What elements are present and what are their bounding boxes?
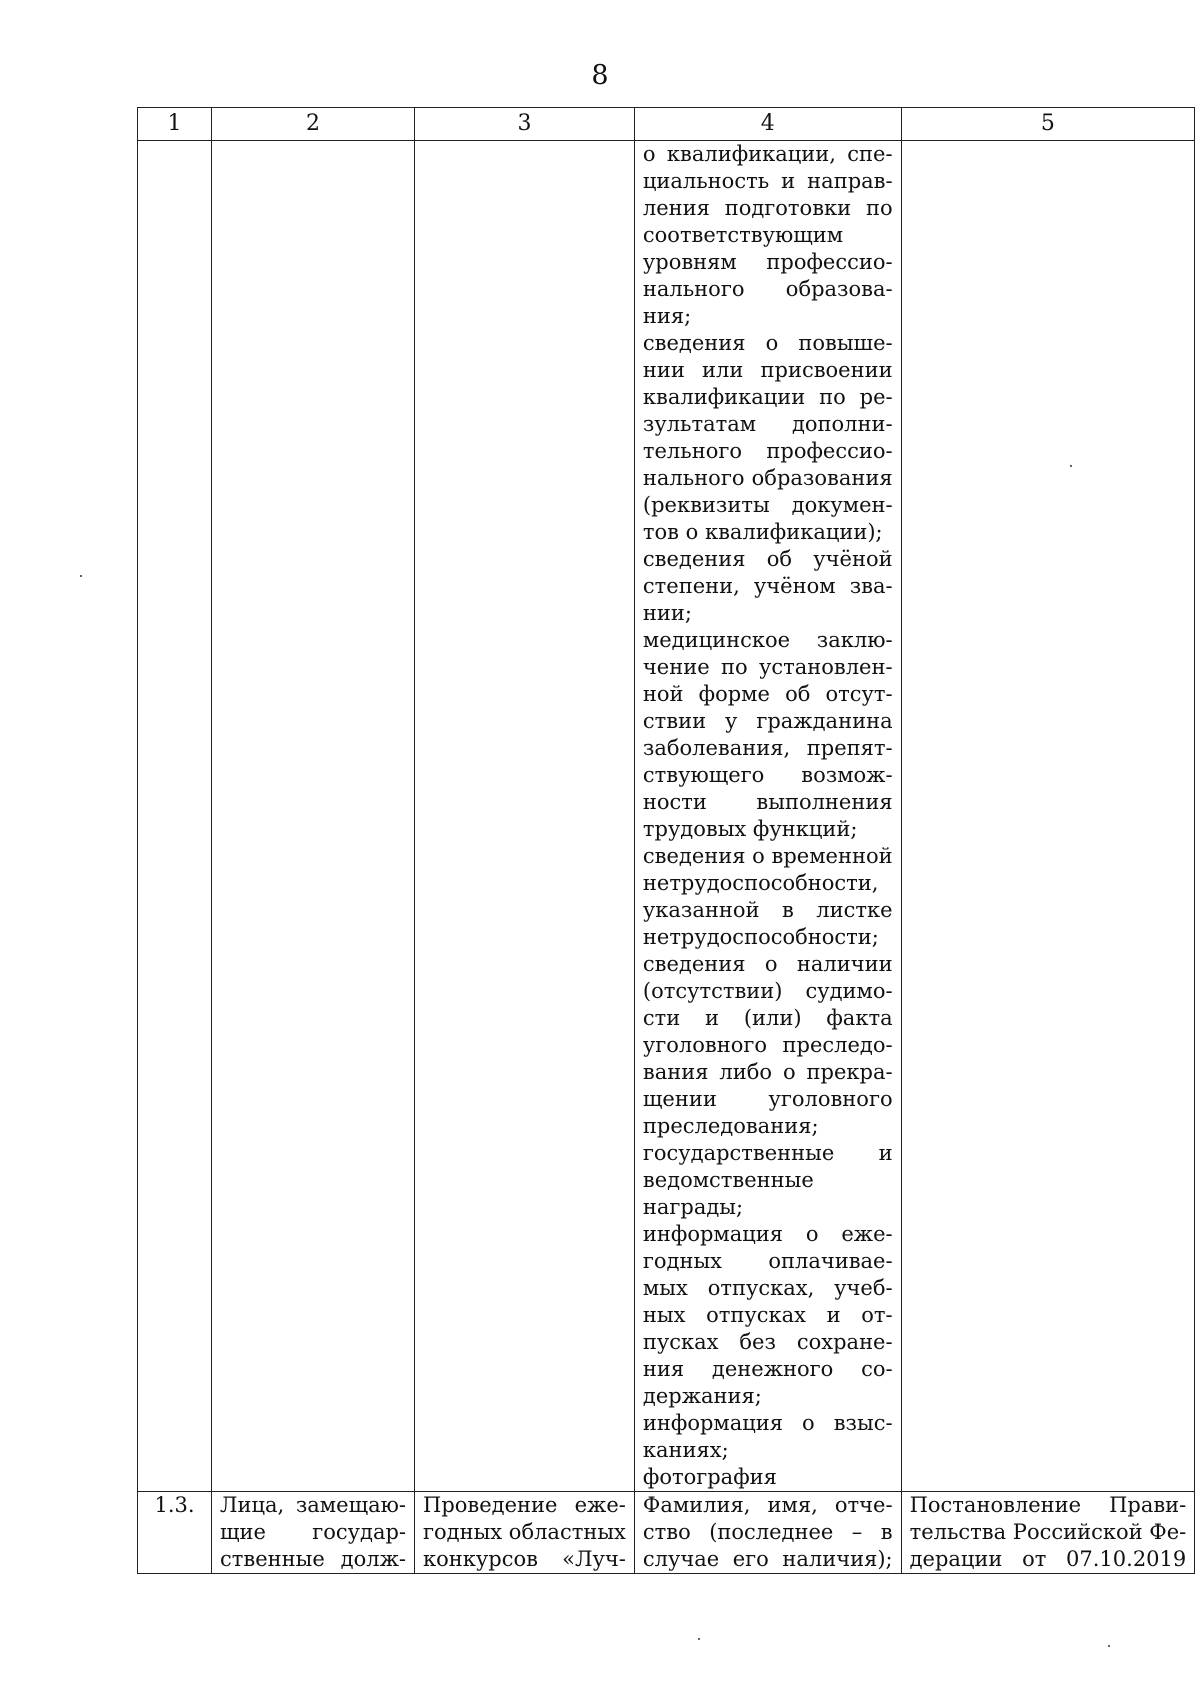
col4-text-line: каниях; xyxy=(642,1438,729,1462)
col4-text-line: нального образова- xyxy=(642,277,893,301)
data-line: случае его наличия); xyxy=(642,1547,893,1571)
col4-text-line: сти и (или) факта xyxy=(642,1006,893,1030)
subjects-text xyxy=(220,1492,406,1573)
row-1-3-cell-5 xyxy=(901,1492,1195,1574)
data-line: ство (последнее – в xyxy=(642,1520,893,1544)
col4-text-line: фотография xyxy=(642,1465,777,1489)
header-cell-1: 1 xyxy=(138,108,212,141)
cont-cell-1 xyxy=(138,141,212,1492)
legal-basis-line: Постановление Прави- xyxy=(909,1493,1187,1517)
data-text xyxy=(643,1492,893,1573)
col4-text-line: вания либо о прекра- xyxy=(642,1060,893,1084)
cont-cell-2 xyxy=(212,141,415,1492)
cont-cell-5 xyxy=(901,141,1195,1492)
col4-text-line: о квалификации, спе- xyxy=(642,142,893,166)
col4-text-line: медицинское заклю- xyxy=(642,628,893,652)
purpose-line: годных областных xyxy=(423,1520,626,1544)
col4-text-line: (отсутствии) судимо- xyxy=(642,979,893,1003)
scan-dot xyxy=(80,575,82,577)
col4-text-line: зультатам дополни- xyxy=(642,412,893,436)
col4-text-line: заболевания, препят- xyxy=(642,736,893,760)
col4-text-line: нии или присвоении xyxy=(642,358,893,382)
col4-text-line: степени, учёном зва- xyxy=(642,574,893,598)
col4-text-line: информация о еже- xyxy=(642,1222,893,1246)
col4-text-line: ния; xyxy=(642,304,692,328)
col4-text-line: уровням профессио- xyxy=(642,250,893,274)
header-cell-5: 5 xyxy=(901,108,1195,141)
col4-text-line: сведения об учёной xyxy=(642,547,893,571)
scan-dot xyxy=(1108,1645,1110,1647)
purpose-line: Проведение еже- xyxy=(423,1493,626,1517)
col4-text-line: нетрудоспособности; xyxy=(642,925,879,949)
col4-text-line: ности выполнения xyxy=(642,790,893,814)
document-table xyxy=(137,107,1195,1574)
col4-text-line: нального образования xyxy=(642,466,893,490)
col4-text-line: ления подготовки по xyxy=(642,196,893,220)
legal-basis-line: дерации от 07.10.2019 xyxy=(909,1547,1187,1571)
col4-text-line: государственные и xyxy=(642,1141,893,1165)
col4-text-line: соответствующим xyxy=(642,223,844,247)
col4-text-line: награды; xyxy=(642,1195,744,1219)
col4-text-line: тов о квалификации); xyxy=(642,520,883,544)
col4-text-line: сведения о временной xyxy=(642,844,893,868)
subjects-line: Лица, замещаю- xyxy=(220,1493,406,1517)
col4-text-line: держания; xyxy=(642,1384,762,1408)
purpose-line: конкурсов «Луч- xyxy=(423,1547,626,1571)
purpose-text xyxy=(423,1492,626,1573)
table-row-continuation xyxy=(138,141,1195,1492)
col4-text-line: (реквизиты докумен- xyxy=(642,493,893,517)
row-1-3-cell-2 xyxy=(212,1492,415,1574)
col4-text-line: нетрудоспособности, xyxy=(642,871,879,895)
col4-text-line: годных оплачивае- xyxy=(642,1249,893,1273)
cont-cell-4 xyxy=(634,141,901,1492)
header-cell-3: 3 xyxy=(415,108,635,141)
cont-cell-3 xyxy=(415,141,635,1492)
row-1-3-cell-3 xyxy=(415,1492,635,1574)
subjects-line: щие государ- xyxy=(220,1520,406,1544)
subjects-line: ственные долж- xyxy=(220,1547,406,1571)
col4-text-line: уголовного преследо- xyxy=(642,1033,893,1057)
header-cell-4: 4 xyxy=(634,108,901,141)
col4-text-line: преследования; xyxy=(642,1114,819,1138)
data-categories-list xyxy=(643,141,893,1491)
col4-text-line: квалификации по ре- xyxy=(642,385,893,409)
col4-text-line: ведомственные xyxy=(642,1168,814,1192)
col4-text-line: чение по установлен- xyxy=(642,655,893,679)
col4-text-line: ствии у гражданина xyxy=(642,709,893,733)
page-number: 8 xyxy=(591,60,609,91)
scan-dot xyxy=(698,1638,700,1640)
col4-text-line: щении уголовного xyxy=(642,1087,893,1111)
legal-basis-text xyxy=(910,1492,1187,1573)
col4-text-line: ных отпусках и от- xyxy=(642,1303,893,1327)
table-row-1-3 xyxy=(138,1492,1195,1574)
col4-text-line: указанной в листке xyxy=(642,898,893,922)
row-number: 1.3. xyxy=(138,1492,212,1574)
col4-text-line: ной форме об отсут- xyxy=(642,682,893,706)
data-line: Фамилия, имя, отче- xyxy=(642,1493,893,1517)
col4-text-line: мых отпусках, учеб- xyxy=(642,1276,893,1300)
header-row xyxy=(138,108,1195,141)
col4-text-line: циальность и направ- xyxy=(642,169,893,193)
scan-dot xyxy=(1070,465,1072,467)
col4-text-line: ствующего возмож- xyxy=(642,763,893,787)
row-1-3-cell-4 xyxy=(634,1492,901,1574)
col4-text-line: сведения о повыше- xyxy=(642,331,893,355)
col4-text-line: пусках без сохране- xyxy=(642,1330,893,1354)
header-cell-2: 2 xyxy=(212,108,415,141)
legal-basis-line: тельства Российской Фе- xyxy=(909,1520,1187,1544)
col4-text-line: ния денежного со- xyxy=(642,1357,893,1381)
col4-text-line: тельного профессио- xyxy=(642,439,893,463)
col4-text-line: информация о взыс- xyxy=(642,1411,893,1435)
col4-text-line: трудовых функций; xyxy=(642,817,858,841)
col4-text-line: нии; xyxy=(642,601,692,625)
col4-text-line: сведения о наличии xyxy=(642,952,893,976)
